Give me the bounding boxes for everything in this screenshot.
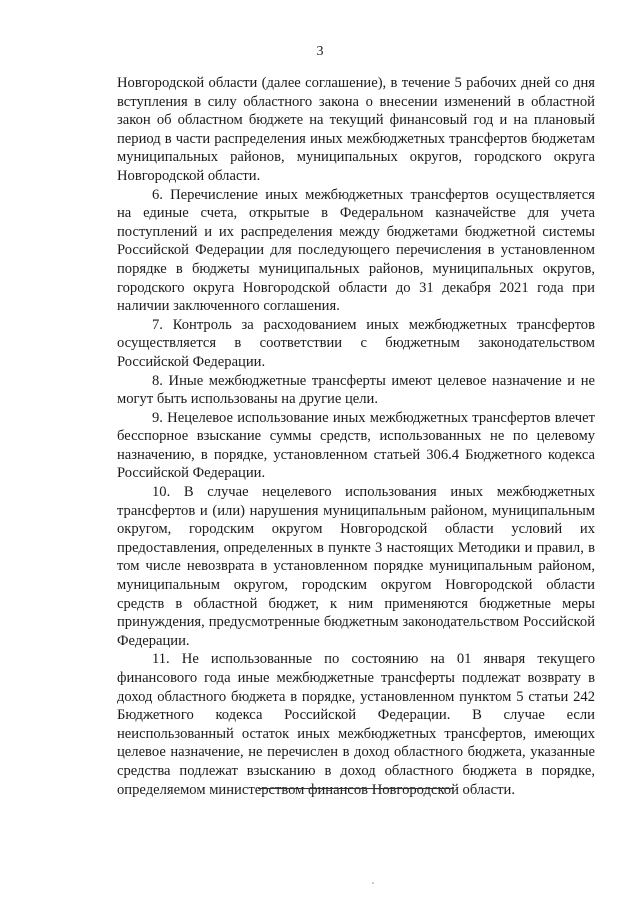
paragraph-6: 10. В случае нецелевого использования иных межбюджетных трансфертов и (или) нарушения муниципальным районом, муниципальным округом, городским округом Новгородской области условий их предоставления, определенных в пункте 3 настоящих Методики и правил, в том числе невозврата в установленном порядке муниципальным районом, муниципальным округом, городским округом Новгородской области средств в областной бюджет, к ним применяются бюджетные меры принуждения, предусмотренные бюджетным законодательством Российской Федерации. — [117, 484, 595, 649]
paragraph-5: 9. Нецелевое использование иных межбюджетных трансфертов влечет бесспорное взыскание суммы средств, использованных не по целевому назначению, в порядке, установленном статьей 306.4 Бюджетного кодекса Российской Федерации. — [117, 409, 595, 482]
paragraph-1: Новгородской области (далее соглашение), в течение 5 рабочих дней со дня вступления в силу областного закона о внесении изменений в областной закон об областном бюджете на текущий финансовый год и на плановый период в части распределения иных межбюджетных трансфертов бюджетам муниципальных районов, муниципальных округов, городского округа Новгородской области. — [117, 75, 595, 184]
paragraph-2: 6. Перечисление иных межбюджетных трансфертов осуществляется на единые счета, открытые в Федеральном казначействе для учета поступлений и их распределения между бюджетами бюджетной системы Российской Федерации для последующего перечисления в установленном порядке в бюджеты муниципальных районов, муниципальных округов, городского округа Новгородской области до 31 декабря 2021 года при наличии заключенного соглашения. — [117, 186, 595, 315]
page-number: 3 — [316, 44, 324, 59]
paragraph-4: 8. Иные межбюджетные трансферты имеют целевое назначение и не могут быть использованы на другие цели. — [117, 372, 595, 408]
document-body — [117, 74, 595, 799]
scan-artifact — [372, 882, 374, 884]
paragraph-7: 11. Не использованные по состоянию на 01 января текущего финансового года иные межбюджетные трансферты подлежат возврату в доход областного бюджета в порядке, установленном пунктом 5 статьи 242 Бюджетного кодекса Российской Федерации. В случае если неиспользованный остаток иных межбюджетных трансфертов, имеющих целевое назначение, не перечислен в доход областного бюджета, указанные средства подлежат взысканию в доход областного бюджета в порядке, определяемом министерством финансов Новгородской области. — [117, 651, 595, 798]
end-of-document-rule — [258, 788, 454, 789]
paragraph-3: 7. Контроль за расходованием иных межбюджетных трансфертов осуществляется в соответствии с бюджетным законодательством Российской Федерации. — [117, 316, 595, 370]
